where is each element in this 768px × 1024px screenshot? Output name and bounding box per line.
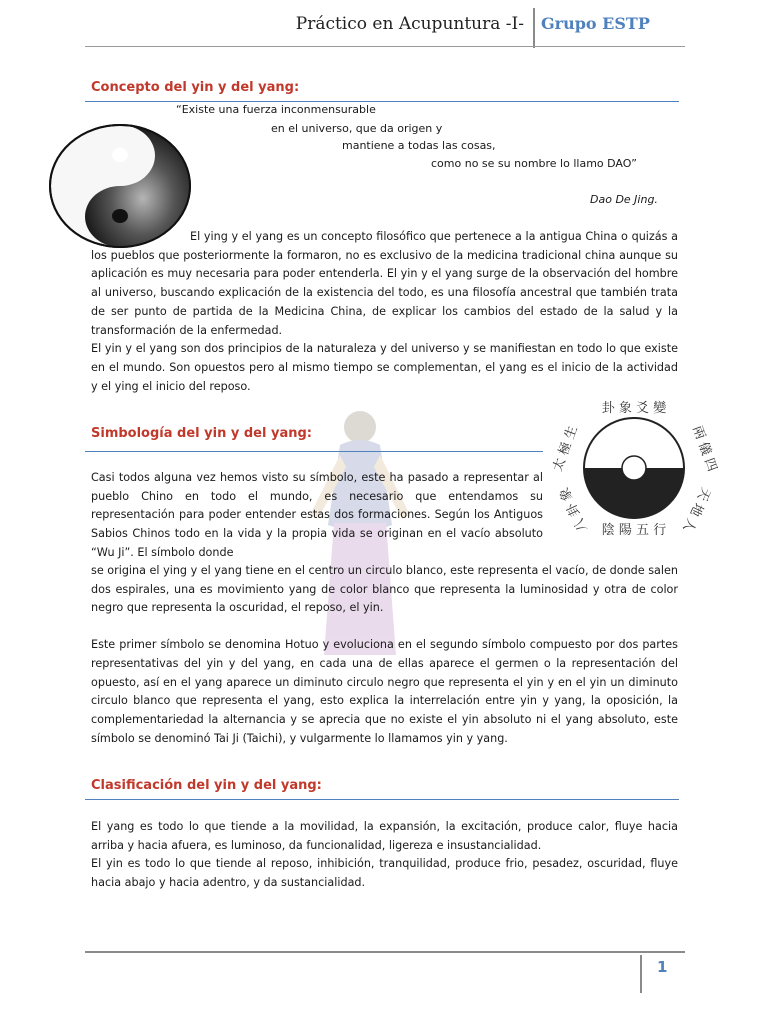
header-rule — [85, 46, 685, 47]
quote-line-4: como no se su nombre lo llamo DAO” — [431, 157, 637, 170]
header-divider — [533, 8, 535, 48]
svg-text:兩 儀 四: 兩 儀 四 — [689, 424, 720, 474]
taiji-seal-image — [550, 390, 720, 542]
footer-rule — [85, 951, 685, 953]
section-rule — [85, 451, 543, 452]
simbologia-body — [91, 562, 678, 748]
simbologia-paragraph-1-start: Casi todos alguna vez hemos visto su símbolo, este ha pasado a representar al pueblo Chino en todo el mundo, es necesario que entendamos su representación para poder entender estas dos formaciones. Según los Antiguos Sabios Chinos todo en la vida y la propia vida se originan en el vacío absoluto “Wu Ji”. El símbolo donde — [91, 471, 543, 559]
clasificacion-paragraph-yang: El yang es todo lo que tiende a la movilidad, la expansión, la excitación, produce calor, fluye hacia arriba y hacia afuera, es luminoso, da funcionalidad, ligereza e insustancialidad. — [91, 820, 678, 852]
concepto-paragraph-1: El ying y el yang es un concepto filosófico que pertenece a la antigua China o quizás a los pueblos que posteriormente la formaron, no es exclusivo de la medicina tradicional china aunque su aplicación es muy necesaria para poder entenderla. El yin y el yang surge de la observación del hombre al universo, buscando explicación de la existencia del todo, es una filosofía ancestral que también trata de ser punto de partida de la Medicina China, de explicar los cambios del estado de la salud y la transformación de la enfermedad. — [91, 230, 678, 337]
quote-line-3: mantiene a todas las cosas, — [342, 139, 496, 152]
svg-text:太 極 生: 太 極 生 — [550, 424, 581, 474]
document-title: Práctico en Acupuntura -I- — [295, 14, 524, 34]
svg-text:卦 象 爻 變: 卦 象 爻 變 — [601, 401, 667, 416]
svg-text:天 地 人: 天 地 人 — [679, 484, 713, 535]
simbologia-paragraph-1-end: se origina el ying y el yang tiene en el centro un circulo blanco, este representa el vacío, de donde salen dos espirales, una es movimiento yang de color blanco que representa la luminosidad y otra de color negro que representa la oscuridad, el reposo, el yin. — [91, 564, 678, 615]
clasificacion-paragraph-yin: El yin es todo lo que tiende al reposo, inhibición, tranquilidad, produce frio, pesadez, oscuridad, fluye hacia abajo y hacia adentro, y da sustancialidad. — [91, 857, 678, 890]
group-name: Grupo ESTP — [541, 14, 650, 33]
section-heading-clasificacion: Clasificación del yin y del yang: — [91, 778, 322, 793]
simbologia-paragraph-2: Este primer símbolo se denomina Hotuo y evoluciona en el segundo símbolo compuesto por dos partes representativas del yin y del yang, en cada una de ellas aparece el germen o la representación del opuesto, así en el yang aparece un diminuto circulo negro que representa el yin y en el yin un diminuto circulo blanco que representa el yang, esto explica la interrelación entre yin y yang, la oposición, la complementariedad la alternancia y se aprecia que no existe el yin absoluto ni el yang absoluto, este símbolo se denominó Tai Ji (Taichi), y vulgarmente lo llamamos yin y yang. — [91, 638, 678, 745]
svg-text:陰 陽 五 行: 陰 陽 五 行 — [601, 523, 667, 538]
page-number: 1 — [657, 958, 668, 976]
clasificacion-body — [91, 818, 678, 893]
section-heading-concepto: Concepto del yin y del yang: — [91, 80, 300, 95]
section-heading-simbologia: Simbología del yin y del yang: — [91, 426, 312, 441]
quote-line-1: “Existe una fuerza inconmensurable — [176, 103, 376, 116]
simbologia-paragraph-1-narrow — [91, 469, 543, 563]
quote-attribution: Dao De Jing. — [590, 193, 658, 206]
concepto-paragraph-2: El yin y el yang son dos principios de la naturaleza y del universo y se manifiestan en todo lo que existe en el mundo. Son opuestos pero al mismo tiempo se complementan, el yang es el inicio de la actividad y el ying el inicio del reposo. — [91, 342, 678, 393]
section-rule — [85, 799, 679, 800]
svg-text:八 卦 象: 八 卦 象 — [557, 484, 591, 535]
section-rule — [85, 101, 679, 102]
footer-divider — [640, 955, 642, 993]
concepto-body — [91, 228, 678, 396]
quote-line-2: en el universo, que da origen y — [271, 122, 443, 135]
